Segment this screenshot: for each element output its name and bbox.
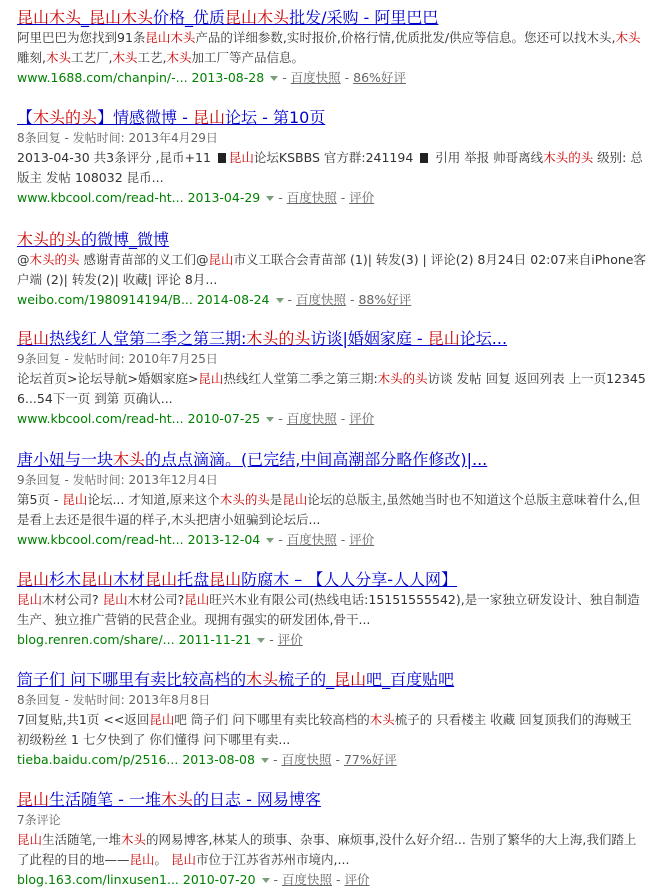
highlighted-keyword: 昆山 — [282, 492, 308, 507]
highlighted-keyword: 昆山木头 — [225, 8, 290, 27]
text-segment: 7回复贴,共1页 <<返回 — [17, 712, 150, 727]
text-segment: 的点点滴滴。(已完结,中间高潮部分略作修改)|... — [145, 450, 488, 469]
result-url: blog.renren.com/share/... — [17, 632, 175, 647]
text-segment: 托盘 — [177, 570, 210, 589]
result-url: weibo.com/1980914194/B... — [17, 292, 193, 307]
result-snippet — [17, 369, 647, 409]
text-segment: 产品的详细参数,实时报价,价格行情,优质批发/供应等信息。您还可以找木头, — [195, 30, 616, 45]
result-snippet — [17, 250, 647, 290]
result-item — [17, 670, 647, 770]
text-segment: 筒子们 问下哪里有卖比较高档的 — [17, 670, 247, 689]
result-url-line — [17, 68, 647, 88]
highlighted-keyword: 木头的头 — [17, 230, 82, 249]
highlighted-keyword: 昆山 — [192, 108, 225, 127]
rating-link[interactable]: 评价 — [277, 632, 303, 647]
highlighted-keyword: 木头的头 — [219, 492, 270, 507]
result-url-line — [17, 750, 647, 770]
url-dropdown-arrow-icon[interactable] — [276, 298, 284, 303]
text-segment: 旺兴木业有限公司(热线电话:15151555542),是一家独立研发设计、独自制造生产、独立推广营销的民营企业。现拥有强实的研发团体,骨干... — [17, 592, 640, 627]
text-segment: 阿里巴巴为您找到91条 — [17, 30, 146, 45]
text-segment: 木材公司? — [127, 592, 185, 607]
result-date: 2010-07-25 — [187, 411, 261, 426]
snapshot-link[interactable]: 百度快照 — [281, 752, 332, 767]
result-item — [17, 108, 647, 208]
result-title-link[interactable] — [17, 230, 647, 250]
text-segment: 级别: 总版主 发帖 108032 昆币... — [17, 150, 643, 185]
snapshot-link[interactable]: 百度快照 — [282, 872, 333, 887]
text-segment: 吧 筒子们 问下哪里有卖比较高档的 — [174, 712, 370, 727]
highlighted-keyword: 昆山木头 — [89, 8, 154, 27]
text-segment: 梳子的_ — [278, 670, 335, 689]
text-segment: 市义工联合会青苗部 (1)| 转发(3) | 评论(2) 8月24日 02:07来自iPhone客户端 (2)| 转发(2)| 收藏| 评论 8月... — [17, 252, 646, 287]
snapshot-link[interactable]: 百度快照 — [286, 532, 337, 547]
text-segment: 梳子的 只看楼主 收藏 回复顶我们的海贼王 初级粉丝 1 七夕快到了 你们懂得 问下哪里有卖... — [17, 712, 632, 747]
highlighted-keyword: 昆山 — [208, 252, 234, 267]
text-segment: 第5页 - — [17, 492, 63, 507]
text-segment: 工艺, — [137, 50, 167, 65]
text-segment: 是 — [269, 492, 283, 507]
rating-link[interactable]: 评价 — [349, 411, 375, 426]
result-date: 2011-11-21 — [178, 632, 252, 647]
result-url-line — [17, 409, 647, 429]
highlighted-keyword: 木头 — [121, 832, 147, 847]
snapshot-link[interactable]: 百度快照 — [290, 70, 341, 85]
result-meta: 9条回复 - 发帖时间: 2013年12月4日 — [17, 473, 218, 487]
text-segment: 感谢青苗部的义工们@ — [79, 252, 209, 267]
result-title-link[interactable] — [17, 790, 647, 810]
highlighted-keyword: 昆山 — [129, 852, 155, 867]
text-segment: 市位于江苏省苏州市境内,... — [196, 852, 350, 867]
highlighted-keyword: 木头 — [45, 50, 71, 65]
rating-link[interactable]: 评价 — [349, 532, 375, 547]
highlighted-keyword: 木头 — [246, 670, 279, 689]
text-segment: 价格_优质 — [153, 8, 226, 27]
text-segment: 的微博_微博 — [81, 230, 170, 249]
highlighted-keyword: 昆山 — [149, 712, 175, 727]
separator: - — [278, 532, 287, 547]
result-snippet — [17, 490, 647, 530]
text-segment: 热线红人堂第二季之第三期: — [223, 371, 378, 386]
highlighted-keyword: 木头 — [113, 450, 146, 469]
result-title-link[interactable] — [17, 8, 647, 28]
text-segment: 批发/采购 - 阿里巴巴 — [289, 8, 439, 27]
result-date: 2013-04-29 — [187, 190, 261, 205]
result-date: 2013-08-28 — [191, 70, 265, 85]
result-url-line — [17, 630, 647, 650]
text-segment: 引用 举报 帅哥离线 — [431, 150, 544, 165]
text-segment: 论坛... 才知道,原来这个 — [87, 492, 220, 507]
highlighted-keyword: 昆山 — [62, 492, 88, 507]
text-segment: 论坛 - 第10页 — [225, 108, 326, 127]
snapshot-link[interactable]: 百度快照 — [296, 292, 347, 307]
rating-link[interactable]: 评价 — [349, 190, 375, 205]
result-item — [17, 790, 647, 890]
highlighted-keyword: 昆山 — [17, 832, 43, 847]
separator: - — [340, 70, 354, 85]
highlighted-keyword: 木头的头 — [33, 108, 98, 127]
text-segment: 访谈|婚姻家庭 - — [310, 329, 428, 348]
text-segment: 木材公司? — [42, 592, 103, 607]
highlighted-keyword: 木头 — [369, 712, 395, 727]
text-segment: 【 — [17, 108, 34, 127]
post-marker-icon — [420, 153, 428, 163]
text-segment: _ — [81, 8, 90, 27]
separator: - — [336, 190, 350, 205]
result-date: 2010-07-20 — [182, 872, 256, 887]
highlighted-keyword: 昆山 — [81, 570, 114, 589]
rating-link[interactable]: 88%好评 — [358, 292, 412, 307]
result-snippet — [17, 830, 647, 870]
result-url: www.kbcool.com/read-ht... — [17, 411, 184, 426]
text-segment: 工艺厂, — [71, 50, 113, 65]
result-url: blog.163.com/linxusen1... — [17, 872, 179, 887]
separator: - — [287, 292, 296, 307]
result-date: 2013-12-04 — [187, 532, 261, 547]
highlighted-keyword: 昆山 — [334, 670, 367, 689]
result-url-line — [17, 290, 647, 310]
result-title-link[interactable] — [17, 670, 647, 690]
text-segment: 论坛首页>论坛导航>婚姻家庭> — [17, 371, 199, 386]
text-segment: 论坛... — [459, 329, 508, 348]
result-meta: 9条回复 - 发帖时间: 2010年7月25日 — [17, 352, 218, 366]
highlighted-keyword: 昆山 — [17, 790, 50, 809]
text-segment: 木材 — [113, 570, 146, 589]
highlighted-keyword: 木头的头 — [29, 252, 80, 267]
result-url-line — [17, 188, 647, 208]
text-segment: 唐小妞与一块 — [17, 450, 114, 469]
highlighted-keyword: 昆山 — [17, 570, 50, 589]
separator: - — [272, 752, 282, 767]
text-segment: 热线红人堂第二季之第三期: — [49, 329, 247, 348]
text-segment: 论坛KSBBS 官方群:241194 — [253, 150, 418, 165]
result-meta: 8条回复 - 发帖时间: 2013年4月29日 — [17, 131, 218, 145]
highlighted-keyword: 昆山木头 — [145, 30, 196, 45]
text-segment: 。 — [154, 852, 172, 867]
highlighted-keyword: 木头 — [615, 30, 641, 45]
text-segment: 论坛的总版主,虽然她当时也不知道这个总版主意味着什么,但是看上去还是很牛逼的样子,木头把唐小妞骗到论坛后... — [17, 492, 641, 527]
result-meta: 8条回复 - 发帖时间: 2013年8月8日 — [17, 693, 211, 707]
rating-link[interactable]: 评价 — [344, 872, 370, 887]
result-item — [17, 329, 647, 429]
result-item — [17, 570, 647, 650]
url-dropdown-arrow-icon[interactable] — [266, 538, 274, 543]
separator: - — [346, 292, 359, 307]
separator: - — [269, 632, 278, 647]
text-segment: 访谈 发帖 回复 返回列表 上一页123456...54下一页 到第 页确认... — [17, 371, 646, 406]
text-segment: 的日志 - 网易博客 — [192, 790, 321, 809]
highlighted-keyword: 昆山 — [228, 150, 254, 165]
post-marker-icon — [218, 153, 226, 163]
text-segment: 】情感微博 - — [97, 108, 193, 127]
highlighted-keyword: 昆山 — [145, 570, 178, 589]
highlighted-keyword: 昆山 — [209, 570, 242, 589]
result-snippet — [17, 590, 647, 630]
text-segment: 吧_百度贴吧 — [366, 670, 455, 689]
separator: - — [332, 872, 345, 887]
result-url-line — [17, 530, 647, 550]
highlighted-keyword: 昆山 — [17, 329, 50, 348]
result-title-link[interactable] — [17, 108, 647, 128]
separator: - — [336, 532, 350, 547]
result-snippet — [17, 710, 647, 750]
text-segment: 加工厂等产品信息。 — [191, 50, 305, 65]
result-url-line — [17, 870, 647, 890]
highlighted-keyword: 昆山 — [171, 852, 197, 867]
result-title-link[interactable] — [17, 450, 647, 470]
text-segment: 防腐木 – 【人人分享-人人网】 — [241, 570, 458, 589]
url-dropdown-arrow-icon[interactable] — [257, 638, 265, 643]
result-date: 2013-08-08 — [182, 752, 255, 767]
highlighted-keyword: 昆山 — [102, 592, 128, 607]
url-dropdown-arrow-icon[interactable] — [270, 76, 278, 81]
result-url: tieba.baidu.com/p/2516... — [17, 752, 179, 767]
result-url: www.kbcool.com/read-ht... — [17, 190, 184, 205]
result-snippet — [17, 28, 647, 68]
highlighted-keyword: 木头 — [160, 790, 193, 809]
highlighted-keyword: 昆山木头 — [17, 8, 82, 27]
result-url: www.kbcool.com/read-ht... — [17, 532, 184, 547]
result-date: 2014-08-24 — [196, 292, 270, 307]
highlighted-keyword: 昆山 — [184, 592, 210, 607]
highlighted-keyword: 昆山 — [427, 329, 460, 348]
highlighted-keyword: 昆山 — [198, 371, 224, 386]
text-segment: 的网易博客,林某人的琐事、杂事、麻烦事,没什么好介绍... 告别了繁华的大上海,我们踏上了此程的目的地—— — [17, 832, 637, 867]
result-snippet — [17, 148, 647, 188]
snapshot-link[interactable]: 百度快照 — [286, 190, 337, 205]
url-dropdown-arrow-icon[interactable] — [266, 417, 274, 422]
highlighted-keyword: 昆山 — [17, 592, 43, 607]
url-dropdown-arrow-icon[interactable] — [261, 758, 269, 763]
text-segment: 生活随笔 - 一堆 — [49, 790, 161, 809]
url-dropdown-arrow-icon[interactable] — [262, 878, 270, 883]
highlighted-keyword: 木头 — [112, 50, 138, 65]
rating-link[interactable]: 86%好评 — [353, 70, 406, 85]
result-item — [17, 450, 647, 550]
separator: - — [278, 411, 287, 426]
separator: - — [336, 411, 350, 426]
result-url: www.1688.com/chanpin/-... — [17, 70, 188, 85]
snapshot-link[interactable]: 百度快照 — [286, 411, 337, 426]
text-segment: 生活随笔,一堆 — [42, 832, 121, 847]
separator: - — [331, 752, 344, 767]
separator: - — [278, 190, 287, 205]
highlighted-keyword: 木头的头 — [543, 150, 594, 165]
result-item — [17, 8, 647, 88]
text-segment: @ — [17, 252, 30, 267]
highlighted-keyword: 木头的头 — [377, 371, 428, 386]
rating-link[interactable]: 77%好评 — [343, 752, 397, 767]
result-item — [17, 230, 647, 310]
text-segment: 雕刻, — [17, 50, 46, 65]
url-dropdown-arrow-icon[interactable] — [266, 196, 274, 201]
separator: - — [273, 872, 283, 887]
result-meta: 7条评论 — [17, 813, 61, 827]
separator: - — [282, 70, 291, 85]
text-segment: 2013-04-30 共3条评分 ,昆币+11 — [17, 150, 215, 165]
text-segment: 杉木 — [49, 570, 82, 589]
result-title-link[interactable] — [17, 570, 647, 590]
highlighted-keyword: 木头的头 — [246, 329, 311, 348]
result-title-link[interactable] — [17, 329, 647, 349]
highlighted-keyword: 木头 — [166, 50, 192, 65]
